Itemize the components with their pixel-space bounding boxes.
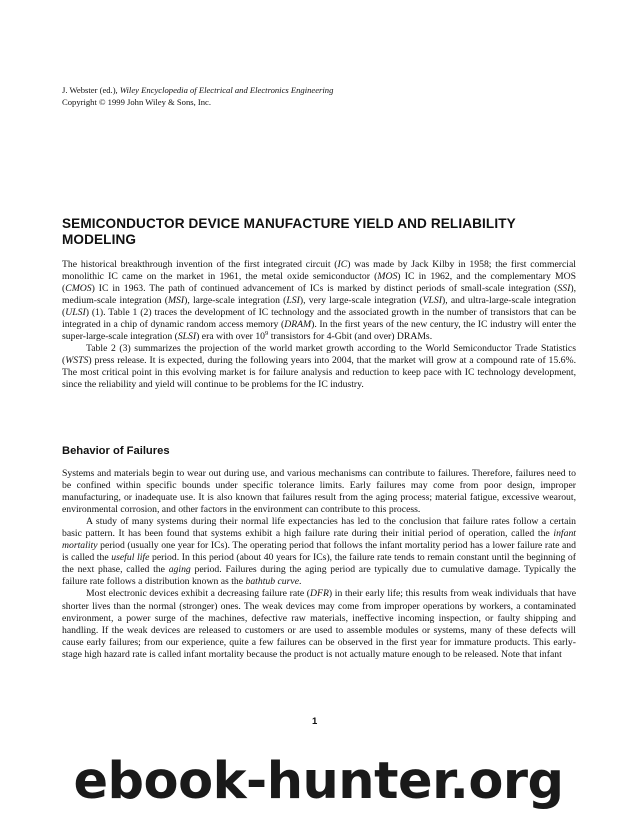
italic-term: VLSI: [422, 295, 442, 307]
italic-term: WSTS: [65, 355, 89, 367]
italic-term: aging: [168, 564, 191, 576]
italic-term: DRAM: [284, 319, 312, 331]
behavior-section: [62, 468, 576, 661]
citation-work-title: Wiley Encyclopedia of Electrical and Electronics Engineering: [119, 85, 334, 95]
page-number: 1: [312, 716, 318, 727]
intro-paragraph-2: Table 2 (3) summarizes the projection of the world market growth according to the World Semiconductor Trade Statistics (WSTS) press release. It is expected, during the following years into 2004, that the market will grow at a compound rate of 15.6%. The most critical point in this evolving market is for failure analysis and reduction to keep pace with IC technology development, since the reliability and yield will continue to be problems for the IC industry.: [62, 343, 576, 391]
section-paragraph-1: Systems and materials begin to wear out during use, and various mechanisms can contribute to failures. Therefore, failures need to be confined within specific bounds under specific tolerance limits. Early failures may come from poor design, improper manufacturing, or inadequate use. It is also known that failures result from the aging process; material fatigue, excessive wearout, environmental corrosion, and other factors in the environment can contribute to this process.: [62, 468, 576, 516]
italic-term: SLSI: [177, 331, 197, 343]
italic-term: DFR: [310, 588, 329, 600]
italic-term: MOS: [377, 271, 398, 283]
citation-header: [62, 84, 333, 108]
citation-line: [62, 84, 333, 96]
copyright-line: Copyright © 1999 John Wiley & Sons, Inc.: [62, 97, 212, 107]
italic-term: infant mortality: [62, 528, 576, 552]
intro-section: [62, 259, 576, 392]
italic-term: useful life: [111, 552, 150, 564]
italic-term: bathtub curve: [245, 576, 300, 588]
section-paragraph-2: A study of many systems during their normal life expectancies has led to the conclusion that failure rates follow a certain basic pattern. It has been found that systems exhibit a high failure rate during their initial period of operation, called the infant mortality period (usually one year for ICs). The operating period that follows the infant mortality period has a lower failure rate and is called the useful life period. In this period (about 40 years for ICs), the failure rate tends to remain constant until the beginning of the next phase, called the aging period. Failures during the aging period are typically due to cumulative damage. Typically the failure rate follows a distribution known as the bathtub curve.: [62, 516, 576, 588]
italic-term: IC: [337, 259, 348, 270]
italic-term: MSI: [167, 295, 185, 307]
italic-term: SSI: [557, 283, 571, 295]
italic-term: LSI: [286, 295, 300, 307]
citation-editor: J. Webster (ed.),: [62, 85, 120, 95]
section-heading: Behavior of Failures: [62, 445, 170, 457]
section-paragraph-3: Most electronic devices exhibit a decreasing failure rate (DFR) in their early life; this results from weak individuals that have shorter lives than the normal (stronger) ones. The weak devices may come from improper operations by workers, a contaminated environment, a power surge of the machines, defective raw materials, ineffective incoming inspection, or faulty shipping and handling. If the weak devices are released to customers or are used to assemble modules or systems, many of these defects will cause early failures; from our experience, quite a few failures can be observed in the first year for immature products. This early-stage high hazard rate is called infant mortality because the product is not actually mature enough to be released. Note that infant: [62, 588, 576, 660]
watermark-text: ebook-hunter.org: [73, 752, 564, 811]
article-title: SEMICONDUCTOR DEVICE MANUFACTURE YIELD AND RELIABILITY MODELING: [62, 216, 516, 247]
italic-term: CMOS: [65, 283, 92, 295]
superscript: 9: [265, 330, 269, 338]
intro-paragraph-1: The historical breakthrough invention of the first integrated circuit (IC) was made by Jack Kilby in 1958; the first commercial monolithic IC came on the market in 1961, the metal oxide semiconductor (MOS) IC in 1962, and the complementary MOS (CMOS) IC in 1963. The path of continued advancement of ICs is marked by distinct periods of small-scale integration (SSI), medium-scale integration (MSI), large-scale integration (LSI), very large-scale integration (VLSI), and ultra-large-scale integration (ULSI) (1). Table 1 (2) traces the development of IC technology and the associated growth in the number of transistors that can be integrated in a chip of dynamic random access memory (DRAM). In the first years of the new century, the IC industry will enter the super-large-scale integration (SLSI) era with over $10^9$ transistors for 4-Gbit (and over) DRAMs.: [62, 259, 577, 343]
italic-term: ULSI: [65, 307, 86, 319]
